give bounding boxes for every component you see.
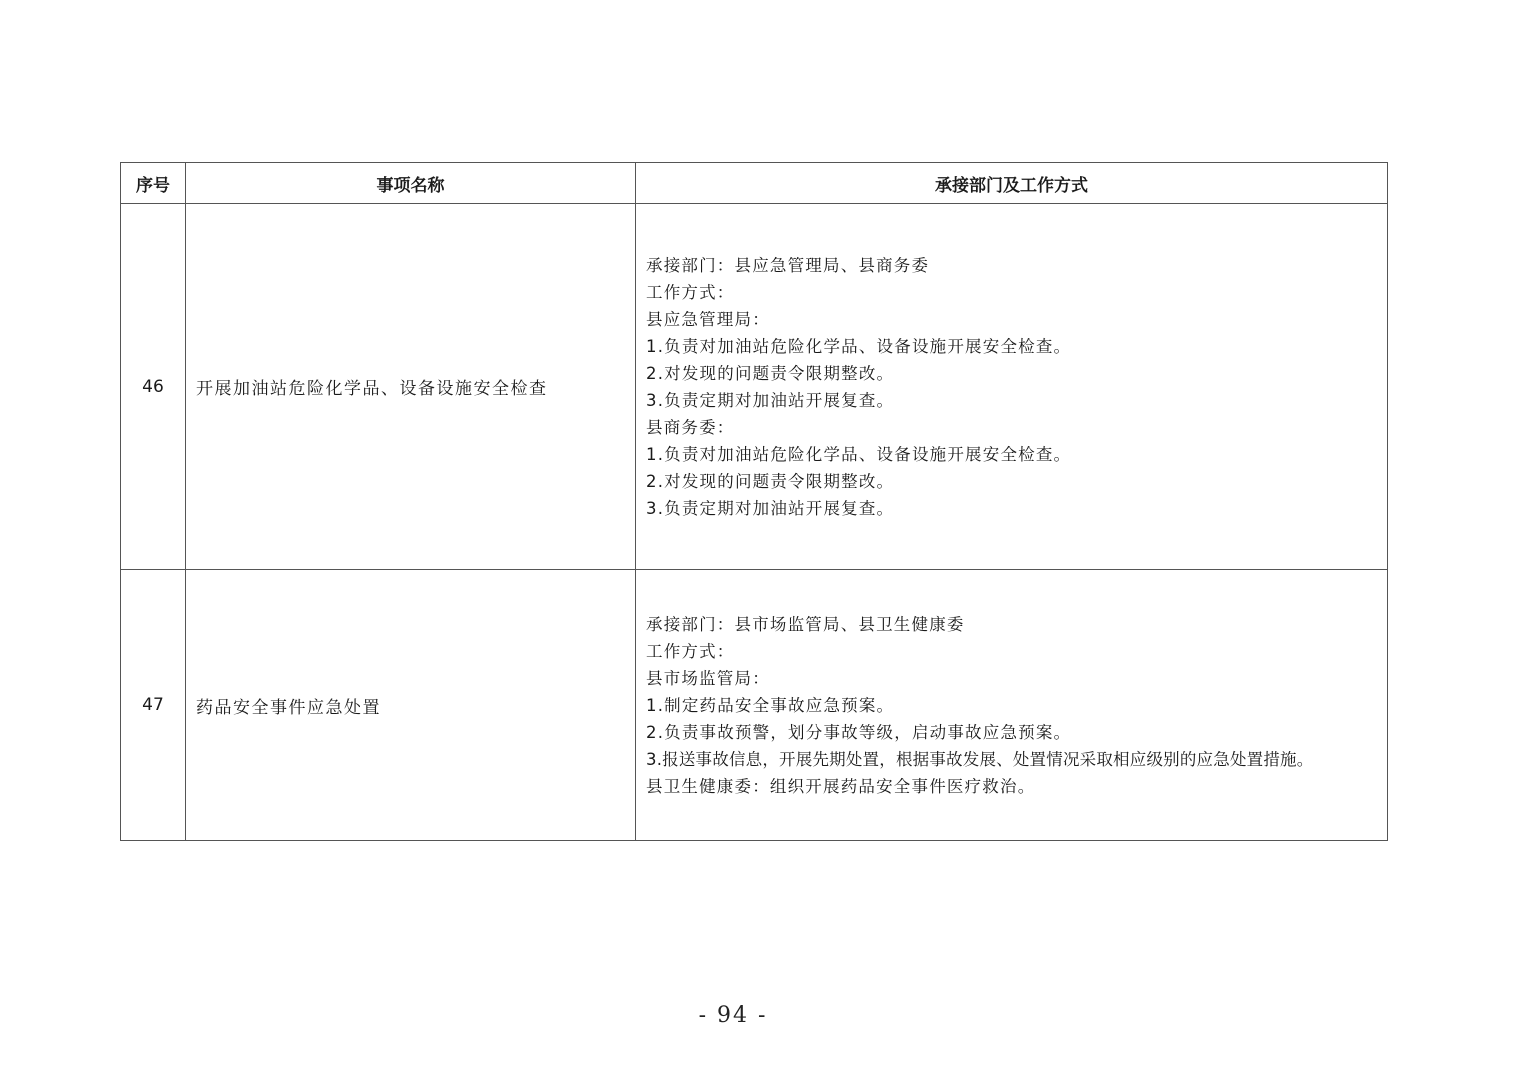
dept-line: 3.报送事故信息，开展先期处置，根据事故发展、处置情况采取相应级别的应急处置措施。 — [646, 749, 1314, 769]
header-item-name: 事项名称 — [186, 163, 636, 204]
table-header-row — [121, 163, 1388, 204]
dept-line: 工作方式： — [646, 641, 735, 661]
dept-line: 2.对发现的问题责令限期整改。 — [646, 363, 895, 383]
row-serial-number: 47 — [121, 570, 186, 841]
dept-line: 承接部门：县市场监管局、县卫生健康委 — [646, 614, 965, 634]
row-department-method — [636, 570, 1388, 841]
page-number: - 94 - — [698, 1003, 768, 1028]
dept-line: 工作方式： — [646, 282, 735, 302]
dept-line: 1.制定药品安全事故应急预案。 — [646, 695, 895, 715]
row-item-name: 开展加油站危险化学品、设备设施安全检查 — [186, 204, 636, 570]
dept-line: 3.负责定期对加油站开展复查。 — [646, 390, 895, 410]
row-item-name: 药品安全事件应急处置 — [186, 570, 636, 841]
header-department-and-method: 承接部门及工作方式 — [636, 163, 1388, 204]
dept-line: 1.负责对加油站危险化学品、设备设施开展安全检查。 — [646, 444, 1072, 464]
dept-line: 县商务委： — [646, 417, 735, 437]
dept-line: 2.负责事故预警，划分事故等级，启动事故应急预案。 — [646, 722, 1072, 742]
row-serial-number: 46 — [121, 204, 186, 570]
table-row — [121, 570, 1388, 841]
dept-line: 县市场监管局： — [646, 668, 770, 688]
dept-line: 1.负责对加油站危险化学品、设备设施开展安全检查。 — [646, 336, 1072, 356]
dept-line: 县卫生健康委：组织开展药品安全事件医疗救治。 — [646, 776, 1036, 796]
dept-line: 2.对发现的问题责令限期整改。 — [646, 471, 895, 491]
items-table — [120, 162, 1388, 841]
dept-line: 承接部门：县应急管理局、县商务委 — [646, 255, 930, 275]
header-serial-number: 序号 — [121, 163, 186, 204]
dept-line: 县应急管理局： — [646, 309, 770, 329]
row-department-method — [636, 204, 1388, 570]
dept-line: 3.负责定期对加油站开展复查。 — [646, 498, 895, 518]
table-row — [121, 204, 1388, 570]
